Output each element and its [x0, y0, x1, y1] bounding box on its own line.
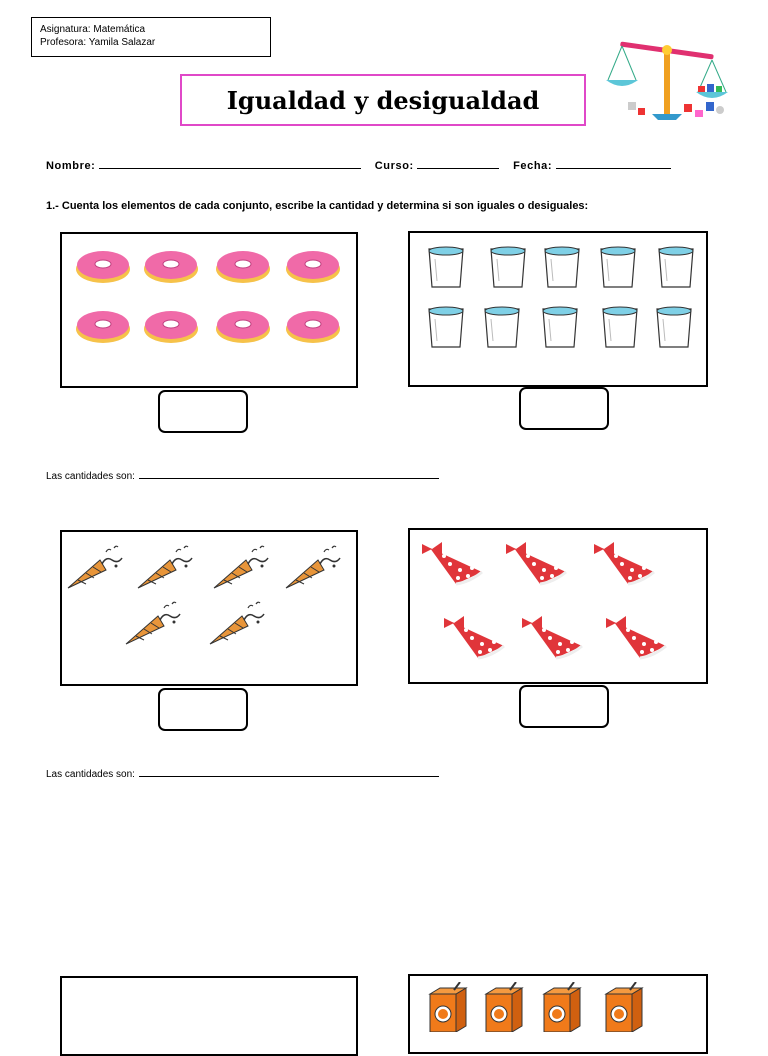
party-horn-icon: [136, 542, 198, 597]
juice-box-icon: [602, 982, 646, 1037]
juice-box-icon: [540, 982, 584, 1037]
donut-icon: [142, 248, 200, 289]
donut-icon: [214, 248, 272, 289]
comparison-prompt: Las cantidades son:: [46, 769, 135, 780]
date-label: Fecha:: [513, 160, 553, 172]
set-box-glasses: [408, 231, 708, 387]
party-hat-icon: [442, 614, 508, 665]
party-horn-icon: [212, 542, 274, 597]
donut-icon: [74, 308, 132, 349]
party-hat-icon: [592, 540, 658, 591]
name-label: Nombre:: [46, 160, 96, 172]
party-hat-icon: [604, 614, 670, 665]
donut-icon: [74, 248, 132, 289]
course-label: Curso:: [374, 160, 414, 172]
course-field[interactable]: [417, 157, 499, 169]
comparison-answer-field[interactable]: [139, 766, 439, 777]
answer-box-glasses[interactable]: [519, 387, 609, 430]
donut-icon: [284, 308, 342, 349]
glass-icon: [542, 245, 582, 294]
party-hat-icon: [504, 540, 570, 591]
donut-icon: [284, 248, 342, 289]
comparison-line-1: [46, 468, 439, 482]
teacher-label: Profesora: Yamila Salazar: [40, 37, 156, 48]
donut-icon: [142, 308, 200, 349]
set-box-empty: [60, 976, 358, 1056]
student-fields: [46, 157, 726, 173]
comparison-prompt: Las cantidades son:: [46, 471, 135, 482]
party-horn-icon: [208, 598, 270, 653]
party-hat-icon: [520, 614, 586, 665]
answer-box-party-horns[interactable]: [158, 688, 248, 731]
glass-icon: [600, 305, 640, 354]
glass-icon: [540, 305, 580, 354]
glass-icon: [488, 245, 528, 294]
set-box-party-horns: [60, 530, 358, 686]
subject-label: Asignatura: Matemática: [40, 24, 146, 35]
glass-icon: [482, 305, 522, 354]
comparison-line-2: [46, 766, 439, 780]
page-title: Igualdad y desigualdad: [226, 85, 540, 115]
comparison-answer-field[interactable]: [139, 468, 439, 479]
page-title-box: [180, 74, 586, 126]
name-field[interactable]: [99, 157, 361, 169]
party-hat-icon: [420, 540, 486, 591]
set-box-donuts: [60, 232, 358, 388]
party-horn-icon: [284, 542, 346, 597]
glass-icon: [654, 305, 694, 354]
answer-box-party-hats[interactable]: [519, 685, 609, 728]
info-box: [31, 17, 271, 57]
glass-icon: [598, 245, 638, 294]
set-box-party-hats: [408, 528, 708, 684]
glass-icon: [656, 245, 696, 294]
party-horn-icon: [66, 542, 128, 597]
donut-icon: [214, 308, 272, 349]
party-horn-icon: [124, 598, 186, 653]
glass-icon: [426, 305, 466, 354]
set-box-juice-boxes: [408, 974, 708, 1054]
glass-icon: [426, 245, 466, 294]
date-field[interactable]: [556, 157, 671, 169]
juice-box-icon: [426, 982, 470, 1037]
juice-box-icon: [482, 982, 526, 1037]
balance-scale-icon: [600, 40, 735, 130]
answer-box-donuts[interactable]: [158, 390, 248, 433]
instruction-text: 1.- Cuenta los elementos de cada conjunto, escribe la cantidad y determina si son iguales o desiguales:: [46, 200, 589, 212]
